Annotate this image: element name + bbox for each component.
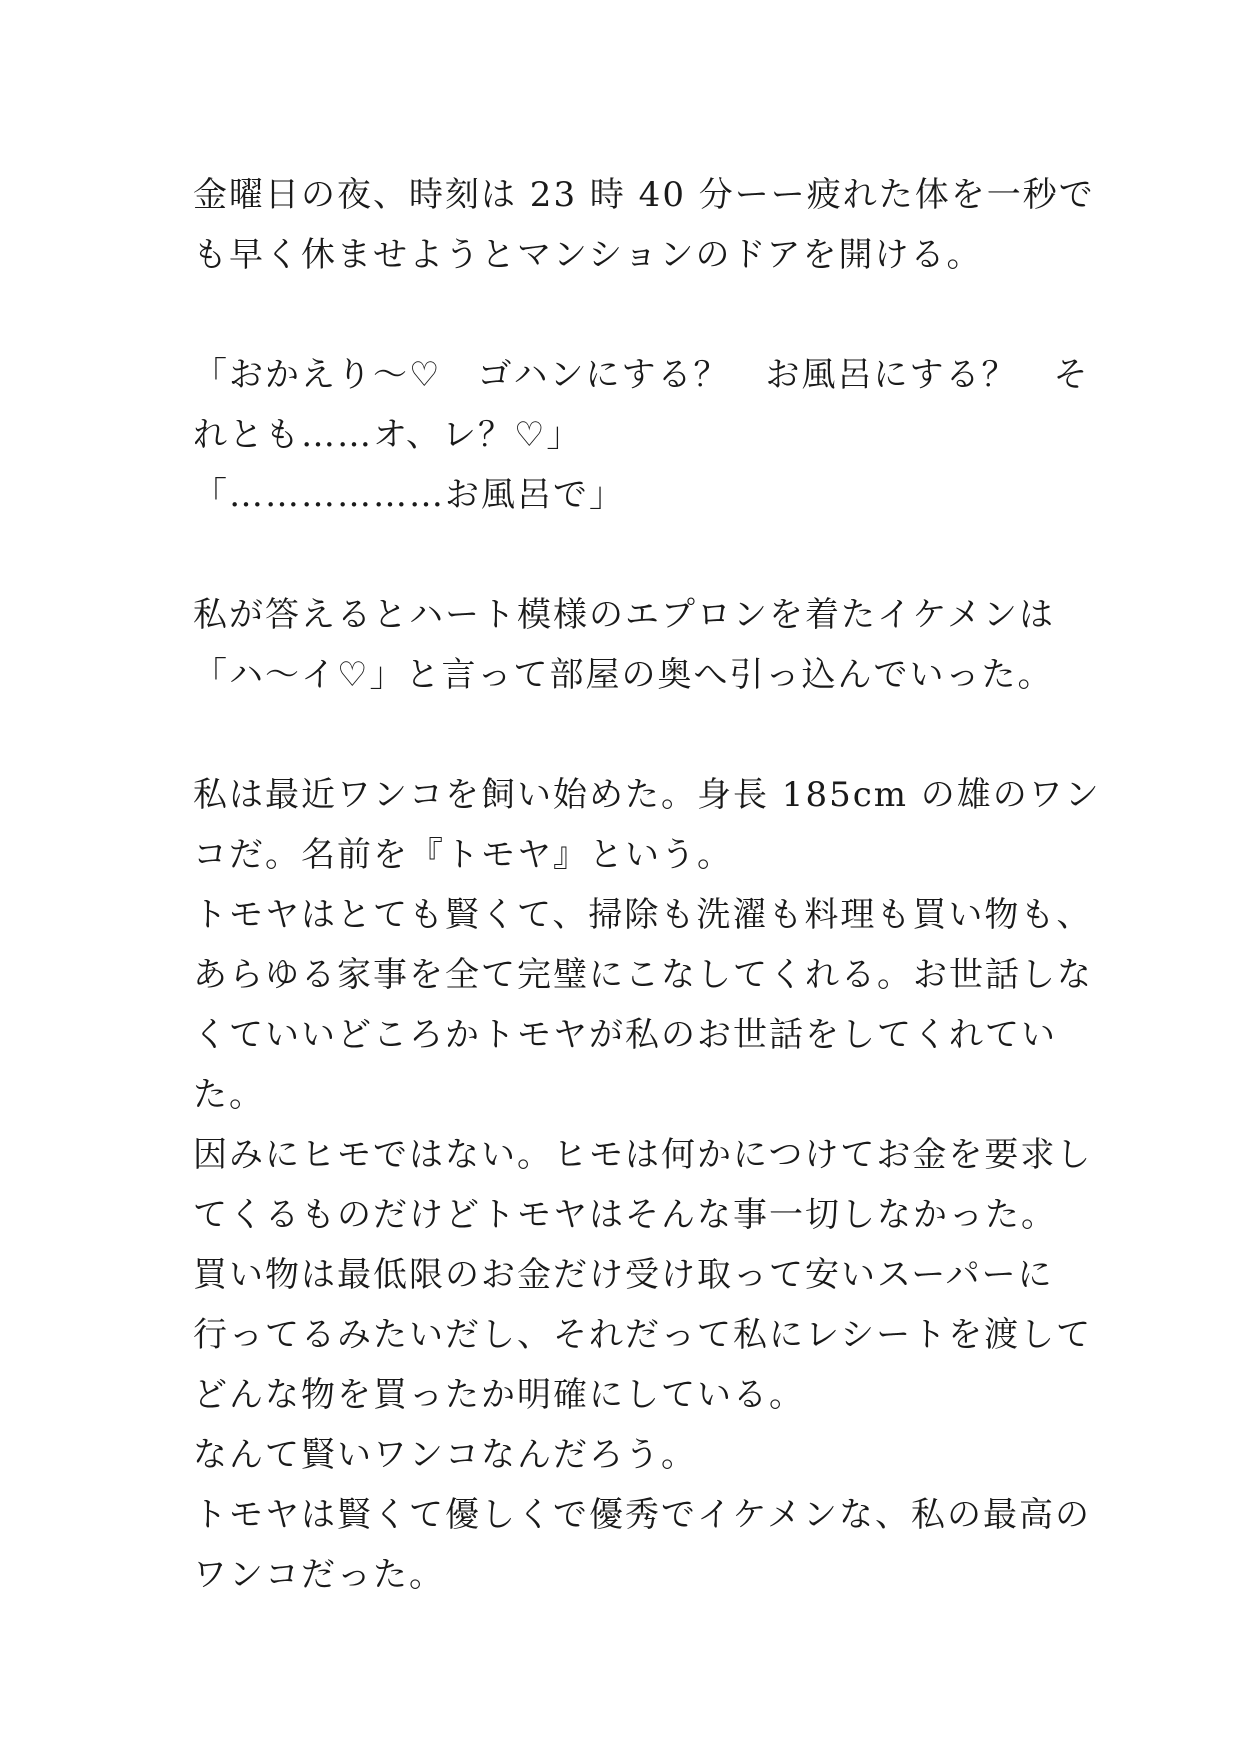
text-line: トモヤは賢くて優しくで優秀でイケメンな、私の最高の bbox=[193, 1495, 1091, 1535]
text-line: 因みにヒモではない。ヒモは何かにつけてお金を要求し bbox=[193, 1135, 1093, 1175]
text-line: も早く休ませようとマンションのドアを開ける。 bbox=[193, 235, 983, 275]
text-line: 行ってるみたいだし、それだって私にレシートを渡して bbox=[193, 1315, 1093, 1355]
text-line: 買い物は最低限のお金だけ受け取って安いスーパーに bbox=[193, 1255, 1054, 1295]
text-line: 私が答えるとハート模様のエプロンを着たイケメンは bbox=[193, 595, 1055, 635]
blank-line bbox=[193, 285, 1073, 345]
text-line: くていいどころかトモヤが私のお世話をしてくれてい bbox=[193, 1015, 1057, 1055]
text-line: 「………………お風呂で」 bbox=[193, 475, 625, 515]
text-line: 「ハ〜イ♡」と言って部屋の奥へ引っ込んでいった。 bbox=[193, 655, 1054, 695]
text-line: た。 bbox=[193, 1075, 265, 1115]
text-line: コだ。名前を『トモヤ』という。 bbox=[193, 835, 733, 875]
body-text bbox=[193, 165, 1101, 1605]
text-line: 私は最近ワンコを飼い始めた。身長 185cm の雄のワン bbox=[193, 775, 1101, 815]
text-line: てくるものだけどトモヤはそんな事一切しなかった。 bbox=[193, 1195, 1057, 1235]
blank-line bbox=[193, 525, 1073, 585]
text-line: トモヤはとても賢くて、掃除も洗濯も料理も買い物も、 bbox=[193, 895, 1093, 935]
text-line: 「おかえり〜♡ ゴハンにする？ お風呂にする？ そ bbox=[193, 355, 1090, 395]
text-line: ワンコだった。 bbox=[193, 1555, 445, 1595]
text-line: あらゆる家事を全て完璧にこなしてくれる。お世話しな bbox=[193, 955, 1093, 995]
text-line: れとも……オ、レ？♡」 bbox=[193, 415, 583, 455]
text-line: 金曜日の夜、時刻は 23 時 40 分ーー疲れた体を一秒で bbox=[193, 175, 1095, 215]
text-line: どんな物を買ったか明確にしている。 bbox=[193, 1375, 805, 1415]
text-line: なんて賢いワンコなんだろう。 bbox=[193, 1435, 697, 1475]
blank-line bbox=[193, 705, 1073, 765]
